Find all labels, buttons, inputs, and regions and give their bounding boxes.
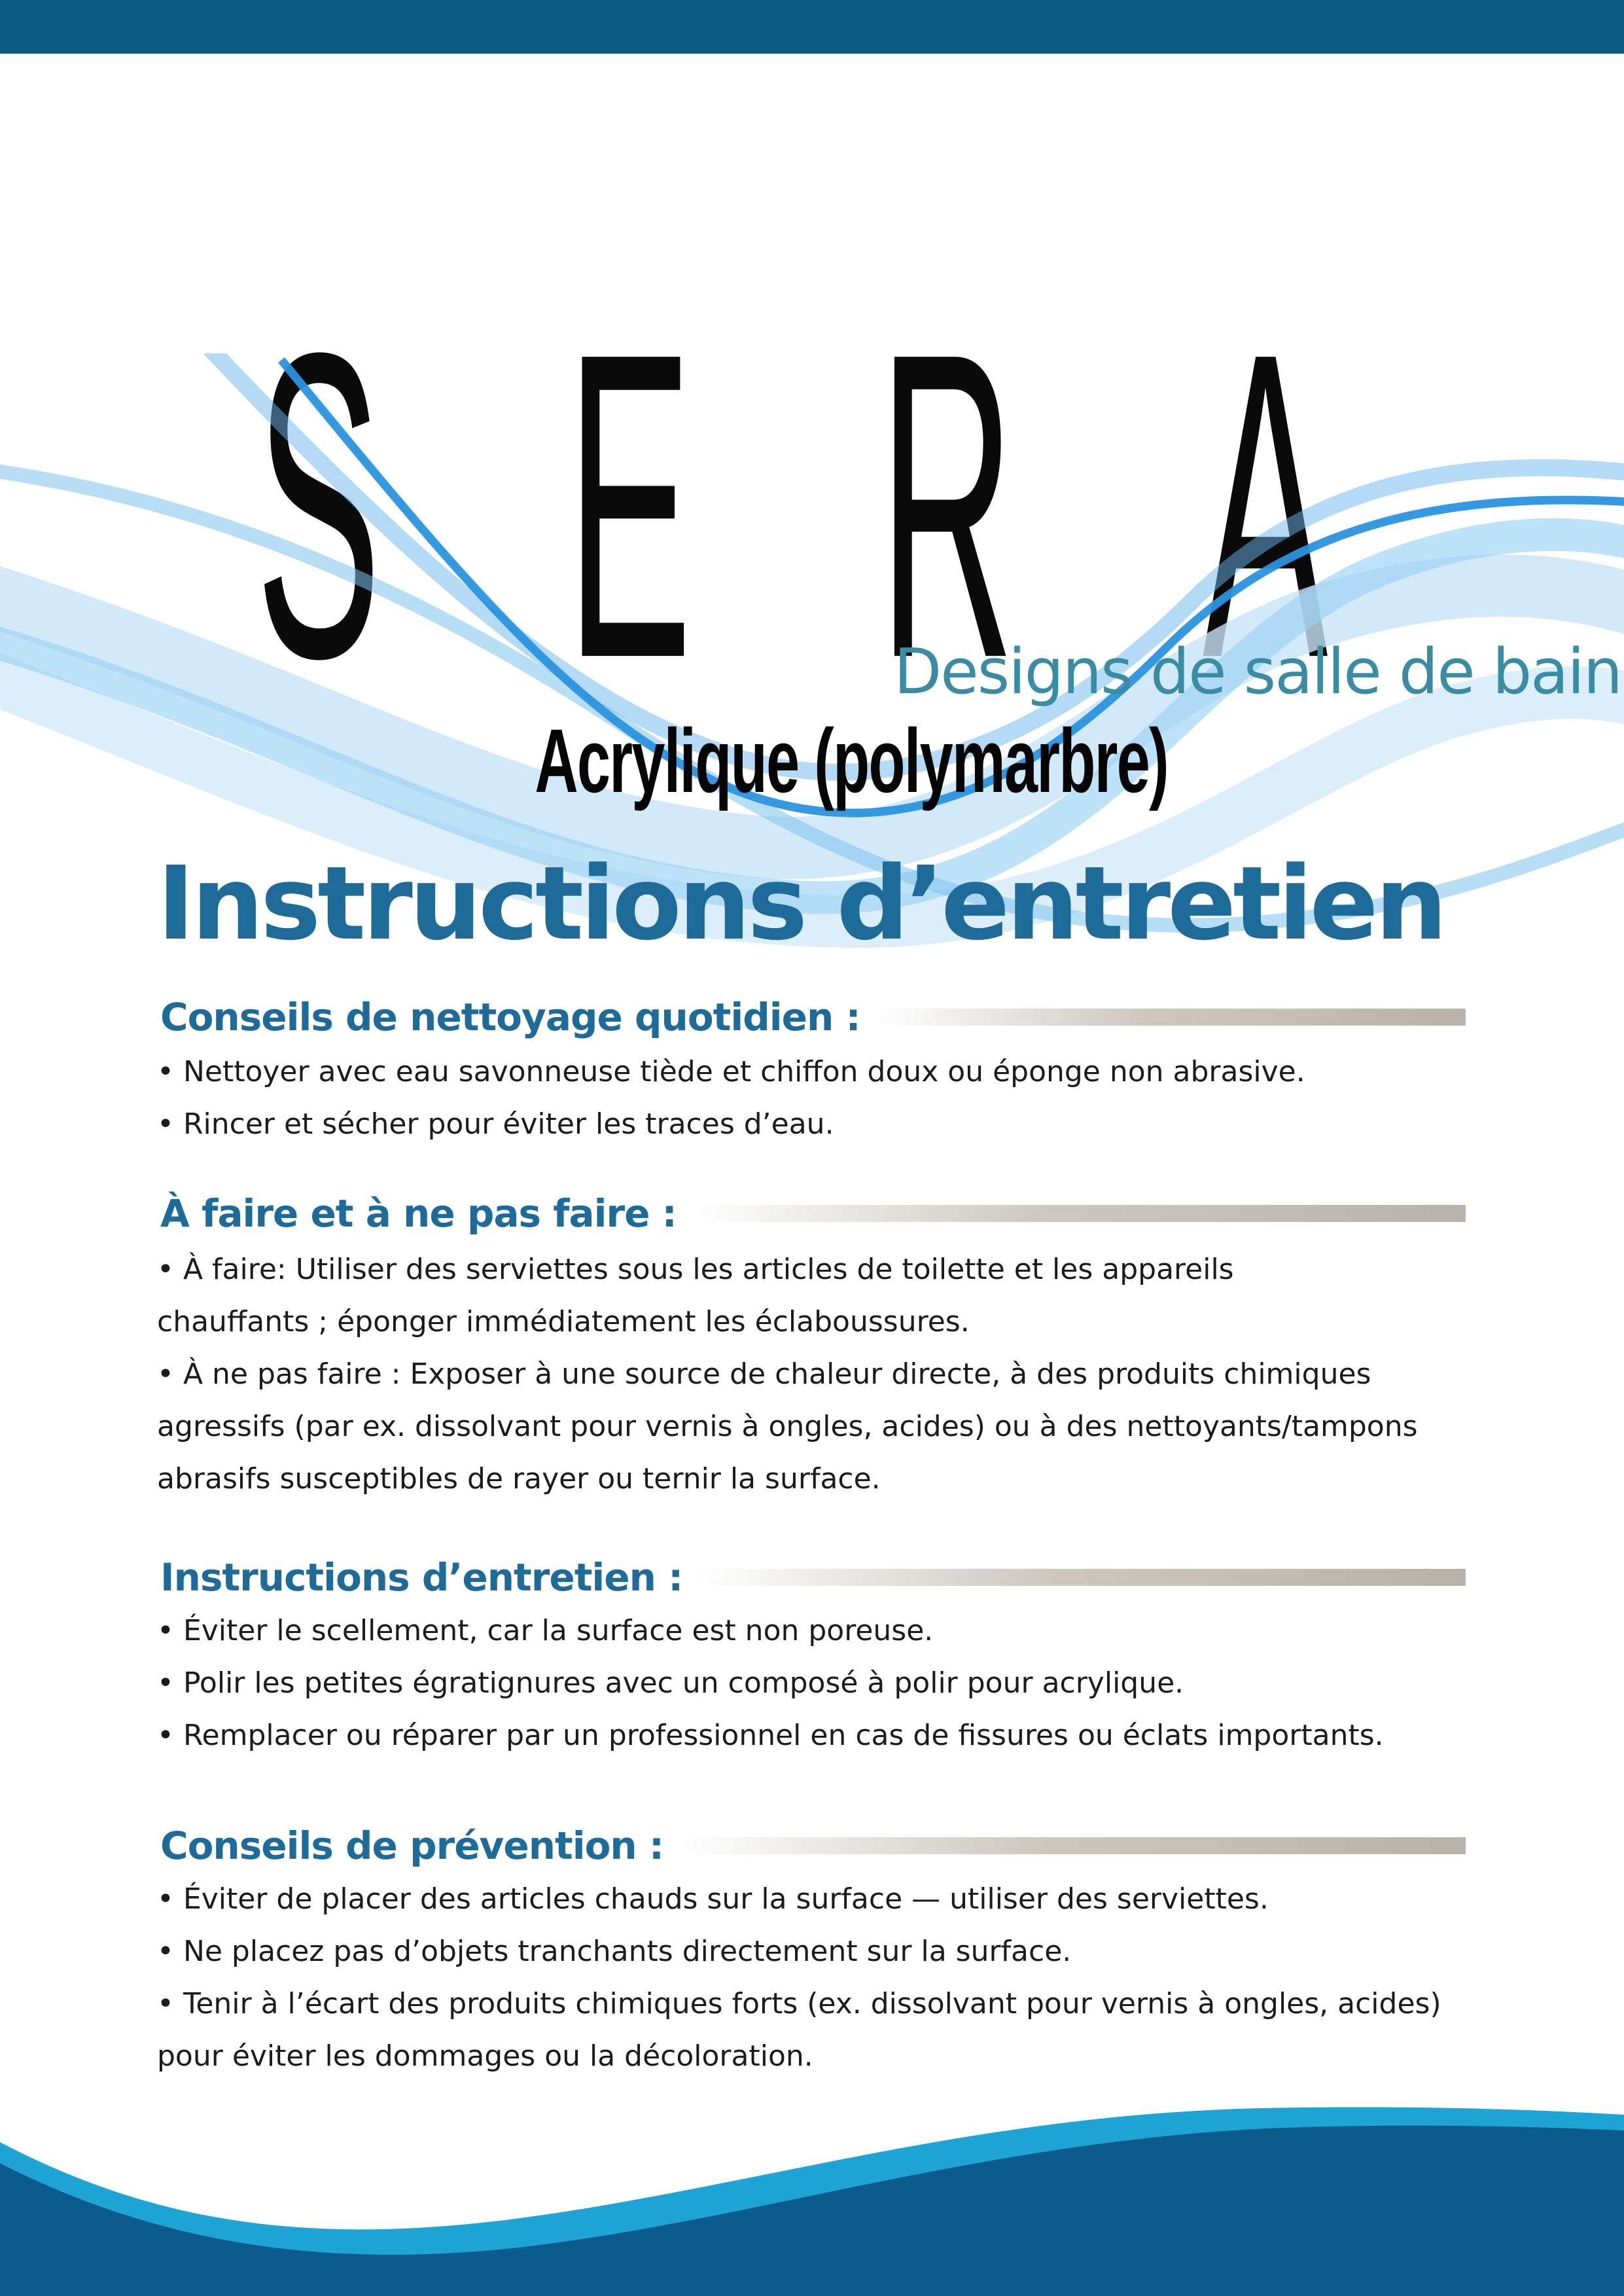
bullet-marker: • [157, 1107, 174, 1141]
section-heading: Conseils de prévention : [160, 1823, 664, 1868]
material-subtitle: Acrylique (polymarbre) [535, 709, 1168, 812]
bullet-marker: • [157, 1253, 174, 1286]
bullet-marker: • [157, 1055, 174, 1088]
section-heading-rule [678, 1837, 1466, 1854]
bullet-text: agressifs (par ex. dissolvant pour vernis à ongles, acides) ou à des nettoyants/tampons [157, 1410, 1418, 1443]
section-heading: Conseils de nettoyage quotidien : [160, 995, 860, 1039]
bullet-marker: • [157, 1882, 174, 1916]
page-title: Instructions d’entretien [157, 844, 1444, 963]
section-heading-rule [697, 1569, 1466, 1586]
bullet-text: abrasifs susceptibles de rayer ou ternir la surface. [157, 1462, 881, 1496]
bullet-line [157, 1244, 1624, 1296]
section-heading-rule [875, 1009, 1466, 1026]
section-heading: Instructions d’entretien : [160, 1555, 683, 1600]
section-heading-rule [691, 1205, 1466, 1222]
brand-letter: S [256, 262, 381, 749]
bullet-line [157, 1873, 1624, 1926]
bullet-marker: • [157, 1614, 174, 1647]
bullet-line [157, 1605, 1624, 1657]
bullet-text: Rincer et sécher pour éviter les traces d’eau. [183, 1107, 834, 1141]
bullet-text: Éviter le scellement, car la surface est non poreuse. [183, 1614, 934, 1647]
footer-wave-graphic [0, 2090, 1624, 2296]
bullet-line [157, 1348, 1624, 1401]
bullet-text: Éviter de placer des articles chauds sur la surface — utiliser des serviettes. [183, 1882, 1269, 1916]
bullet-marker: • [157, 1357, 174, 1391]
bullet-line [157, 1657, 1624, 1710]
bullet-line-continuation [157, 2030, 1624, 2083]
section-heading: À faire et à ne pas faire : [160, 1191, 677, 1236]
bullet-text: Remplacer ou réparer par un professionnel en cas de fissures ou éclats importants. [183, 1719, 1384, 1752]
brand-letter: A [1202, 262, 1328, 749]
bullet-text: Ne placez pas d’objets tranchants directement sur la surface. [183, 1935, 1072, 1968]
bullet-line-continuation [157, 1296, 1624, 1348]
bullet-line [157, 1710, 1624, 1762]
top-bar [0, 0, 1624, 54]
section-lines [157, 1605, 1624, 1762]
bullet-marker: • [157, 1719, 174, 1752]
section-heading-row [160, 995, 1466, 1039]
bullet-line [157, 1926, 1624, 1978]
brand-letter: R [879, 262, 1015, 749]
bullet-marker: • [157, 1987, 174, 2020]
bullet-marker: • [157, 1935, 174, 1968]
bullet-text: Nettoyer avec eau savonneuse tiède et chiffon doux ou éponge non abrasive. [183, 1055, 1305, 1088]
section-lines [157, 1873, 1624, 2083]
bullet-line [157, 1098, 1624, 1151]
bullet-text: Tenir à l’écart des produits chimiques forts (ex. dissolvant pour vernis à ongles, acides) [183, 1987, 1441, 2020]
bullet-text: À ne pas faire : Exposer à une source de chaleur directe, à des produits chimiques [183, 1357, 1371, 1391]
bullet-line [157, 1046, 1624, 1098]
section-lines [157, 1046, 1624, 1151]
bullet-text: Polir les petites égratignures avec un composé à polir pour acrylique. [183, 1666, 1184, 1700]
bullet-line [157, 1978, 1624, 2030]
bullet-line-continuation [157, 1401, 1624, 1453]
section-lines [157, 1244, 1624, 1505]
bullet-text: À faire: Utiliser des serviettes sous les articles de toilette et les appareils [183, 1253, 1234, 1286]
section-heading-row [160, 1555, 1466, 1600]
bullet-line-continuation [157, 1453, 1624, 1505]
section-heading-row [160, 1191, 1466, 1236]
section-heading-row [160, 1823, 1466, 1868]
brand-tagline: Designs de salle de bain [894, 636, 1621, 708]
brand-letter: E [566, 262, 692, 749]
bullet-text: pour éviter les dommages ou la décoloration. [157, 2039, 813, 2073]
bullet-text: chauffants ; éponger immédiatement les éclaboussures. [157, 1305, 970, 1338]
material-subtitle-row [0, 708, 1624, 812]
bullet-marker: • [157, 1666, 174, 1700]
